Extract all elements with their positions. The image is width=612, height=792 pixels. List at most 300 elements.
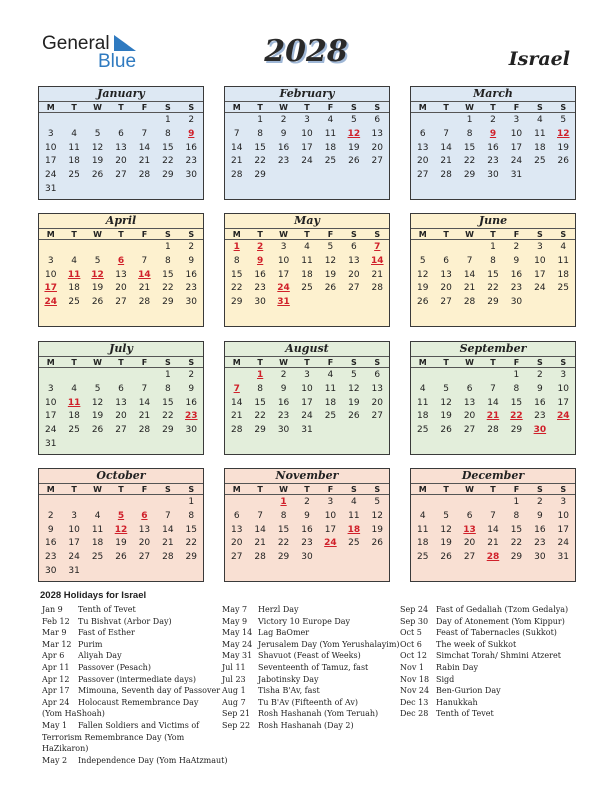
- weekday-label: S: [188, 230, 195, 239]
- weekday-label: S: [350, 485, 357, 494]
- day: 28: [230, 425, 243, 436]
- holiday-name: The week of Sukkot: [436, 639, 517, 649]
- day: 16: [254, 269, 266, 280]
- day: 3: [513, 115, 520, 125]
- day: 27: [463, 425, 476, 436]
- empty-day: [62, 114, 85, 128]
- holiday-entry: [222, 720, 398, 732]
- day: 28: [138, 170, 151, 181]
- holiday-entry: [400, 639, 576, 651]
- holiday-entry: [400, 674, 576, 686]
- holiday-day: 9: [188, 128, 195, 139]
- day: 16: [185, 397, 197, 408]
- month-june: [410, 213, 576, 327]
- day: 29: [487, 297, 499, 308]
- empty-day: [133, 369, 156, 383]
- day: 16: [510, 269, 523, 280]
- day: 26: [91, 170, 104, 181]
- holiday-day: 23: [185, 411, 198, 422]
- day: 23: [185, 283, 197, 294]
- weekday-label: W: [465, 103, 474, 112]
- month-title: July: [109, 342, 133, 355]
- brand-logo: [42, 33, 152, 73]
- day: 11: [68, 142, 80, 153]
- empty-day: [86, 241, 109, 255]
- day: 17: [301, 142, 313, 153]
- day: 8: [164, 255, 171, 266]
- day-grid: [411, 368, 575, 438]
- day: 11: [348, 510, 360, 521]
- day: 18: [324, 397, 337, 408]
- weekday-label: T: [71, 358, 77, 367]
- day: 25: [324, 411, 337, 422]
- day: 2: [304, 497, 310, 507]
- day: 17: [557, 524, 569, 535]
- day: 17: [277, 269, 290, 280]
- day: 21: [440, 156, 452, 167]
- day: 18: [68, 156, 80, 167]
- day: 6: [466, 510, 473, 521]
- weekday-label: F: [513, 230, 520, 239]
- holiday-date: Feb 12: [42, 616, 70, 626]
- day: 8: [513, 383, 520, 394]
- weekday-label: T: [118, 103, 124, 112]
- holiday-entry: [222, 674, 398, 686]
- day: 19: [440, 538, 452, 549]
- holiday-entry: [222, 627, 398, 639]
- day: 26: [348, 411, 360, 422]
- holiday-entry: [42, 604, 218, 616]
- weekday-label: T: [490, 358, 496, 367]
- weekday-label: S: [188, 103, 195, 112]
- day: 9: [536, 383, 543, 394]
- month-title: January: [97, 87, 145, 100]
- holiday-name: Mimouna, Seventh day of Passover: [78, 686, 221, 696]
- day: 21: [138, 156, 151, 167]
- holiday-name: Holocaust Remembrance Day (Yom HaShoah): [42, 697, 199, 719]
- day: 7: [141, 383, 148, 394]
- day: 22: [230, 283, 243, 294]
- empty-day: [411, 241, 434, 255]
- weekday-label: T: [257, 103, 263, 112]
- holiday-day: 17: [44, 283, 57, 294]
- holiday-day: 7: [374, 242, 381, 252]
- holiday-date: May 2: [42, 755, 68, 765]
- day: 16: [487, 142, 499, 153]
- day: 16: [534, 524, 546, 535]
- weekday-label: S: [536, 358, 543, 367]
- empty-day: [62, 496, 85, 510]
- day: 23: [277, 411, 290, 422]
- holiday-name: Tenth of Tevet: [436, 709, 494, 719]
- day: 11: [301, 255, 313, 266]
- day: 17: [534, 269, 546, 280]
- holiday-name: Tenth of Tevet: [78, 605, 136, 614]
- empty-day: [225, 496, 248, 510]
- day: 29: [510, 552, 523, 563]
- day: 23: [534, 411, 546, 422]
- day: 29: [162, 425, 174, 436]
- holiday-entry: [222, 639, 398, 651]
- holiday-entry: [222, 604, 398, 616]
- weekday-label: T: [71, 230, 77, 239]
- day: 30: [277, 425, 290, 436]
- holiday-entry: [400, 604, 576, 616]
- day: 24: [301, 156, 313, 167]
- day: 26: [557, 156, 569, 167]
- day: 15: [185, 524, 197, 535]
- holiday-name: Rabin Day: [436, 662, 479, 672]
- empty-day: [481, 496, 504, 510]
- holiday-day: 14: [138, 269, 151, 280]
- day: 23: [301, 538, 313, 549]
- day: 5: [350, 370, 357, 380]
- holiday-day: 18: [347, 524, 361, 535]
- holiday-name: Tu Bishvat (Arbor Day): [78, 616, 172, 626]
- day: 14: [138, 142, 151, 153]
- holiday-entry: [42, 616, 218, 628]
- day: 15: [510, 524, 523, 535]
- empty-day: [133, 114, 156, 128]
- day: 7: [141, 128, 148, 139]
- holiday-entry: [400, 616, 576, 628]
- holiday-day: 1: [280, 497, 287, 507]
- weekday-label: T: [490, 103, 496, 112]
- weekday-label: W: [93, 103, 102, 112]
- day: 22: [510, 538, 523, 549]
- holiday-date: Oct 5: [400, 628, 422, 638]
- empty-day: [62, 369, 85, 383]
- day: 1: [164, 115, 171, 125]
- day: 14: [230, 142, 243, 153]
- weekday-label: S: [374, 485, 381, 494]
- day: 1: [466, 115, 473, 125]
- day: 19: [440, 411, 452, 422]
- day: 23: [185, 156, 197, 167]
- empty-day: [133, 496, 156, 510]
- day: 11: [324, 383, 337, 394]
- day: 21: [463, 283, 476, 294]
- holiday-date: Apr 17: [42, 686, 70, 696]
- day: 31: [301, 425, 313, 436]
- holidays-title: 2028 Holidays for Israel: [40, 590, 147, 601]
- day: 31: [68, 565, 80, 576]
- day: 27: [138, 552, 151, 563]
- day: 9: [47, 524, 54, 535]
- day: 10: [557, 383, 569, 394]
- day: 16: [44, 538, 57, 549]
- holiday-entry: [42, 662, 218, 674]
- holiday-entry: [42, 697, 218, 720]
- day: 5: [374, 497, 381, 507]
- day: 21: [138, 411, 151, 422]
- day: 13: [138, 524, 151, 535]
- holiday-day: 11: [67, 269, 81, 280]
- day: 25: [68, 170, 80, 181]
- day: 12: [91, 142, 104, 153]
- weekday-header: [39, 483, 203, 495]
- day: 10: [534, 255, 546, 266]
- day: 17: [44, 411, 57, 422]
- day: 1: [164, 370, 171, 380]
- day: 9: [536, 510, 543, 521]
- day: 27: [115, 297, 127, 308]
- holiday-name: Fallen Soldiers and Victims of Terrorism Remembrance Day (Yom HaZikaron): [42, 720, 200, 754]
- day: 16: [185, 142, 197, 153]
- day: 17: [301, 397, 313, 408]
- day: 23: [254, 283, 266, 294]
- day: 14: [487, 397, 499, 408]
- day: 30: [510, 297, 523, 308]
- day: 10: [301, 383, 313, 394]
- day: 20: [230, 538, 243, 549]
- weekday-label: M: [418, 103, 427, 112]
- weekday-label: T: [304, 230, 310, 239]
- holiday-day: 31: [277, 297, 290, 308]
- weekday-label: T: [304, 485, 310, 494]
- day: 25: [91, 552, 104, 563]
- day: 9: [304, 510, 310, 521]
- holiday-name: Passover (intermediate days): [78, 674, 196, 684]
- calendar-year: 2028: [264, 34, 348, 69]
- holiday-day: 12: [347, 128, 361, 139]
- day: 15: [487, 269, 499, 280]
- day: 13: [463, 397, 476, 408]
- month-title: May: [294, 214, 320, 227]
- weekday-label: M: [232, 103, 241, 112]
- holiday-day: 6: [117, 255, 125, 266]
- day: 16: [301, 524, 313, 535]
- holiday-date: May 14: [222, 628, 253, 638]
- day: 2: [188, 115, 195, 125]
- weekday-label: T: [490, 485, 496, 494]
- day: 12: [324, 255, 337, 266]
- day: 1: [188, 497, 195, 507]
- holidays-column-1: [42, 604, 228, 766]
- day: 6: [374, 370, 381, 380]
- empty-day: [434, 496, 457, 510]
- weekday-header: [225, 228, 389, 240]
- day: 18: [534, 142, 546, 153]
- day: 10: [44, 397, 57, 408]
- day: 26: [371, 538, 383, 549]
- day: 28: [138, 297, 151, 308]
- month-march: [410, 86, 576, 200]
- day: 27: [115, 170, 127, 181]
- day: 3: [327, 497, 334, 507]
- holiday-date: May 7: [222, 605, 248, 614]
- holiday-name: Rosh Hashanah (Yom Teruah): [258, 709, 379, 719]
- day-grid: [411, 113, 575, 183]
- day: 17: [68, 538, 80, 549]
- day: 29: [254, 425, 266, 436]
- day: 27: [371, 156, 383, 167]
- weekday-label: S: [560, 358, 567, 367]
- holiday-name: Fast of Esther: [78, 628, 135, 638]
- day: 26: [348, 156, 360, 167]
- day: 4: [327, 370, 334, 380]
- holiday-day: 7: [233, 383, 240, 394]
- day: 3: [47, 383, 54, 394]
- day: 23: [44, 552, 57, 563]
- day: 29: [162, 297, 174, 308]
- day: 25: [68, 297, 80, 308]
- day: 29: [185, 552, 197, 563]
- day: 6: [374, 115, 381, 125]
- empty-day: [39, 114, 62, 128]
- holiday-date: Jul 11: [222, 662, 246, 672]
- weekday-header: [225, 483, 389, 495]
- day: 8: [164, 383, 171, 394]
- holiday-entry: [222, 662, 398, 674]
- day: 25: [324, 156, 337, 167]
- weekday-label: W: [465, 485, 474, 494]
- day: 30: [44, 565, 57, 576]
- day: 20: [115, 283, 127, 294]
- holiday-entry: [222, 685, 398, 697]
- holidays-column-3: [400, 604, 576, 720]
- day: 13: [348, 255, 360, 266]
- weekday-label: S: [350, 358, 357, 367]
- holiday-name: Fast of Gedaliah (Tzom Gedalya): [436, 605, 569, 614]
- day: 24: [510, 156, 523, 167]
- day: 25: [68, 425, 80, 436]
- day: 21: [162, 538, 174, 549]
- holiday-entry: [222, 650, 398, 662]
- day: 3: [560, 370, 567, 380]
- weekday-label: W: [93, 230, 102, 239]
- holiday-day: 12: [91, 269, 104, 280]
- day: 5: [443, 510, 449, 521]
- day: 22: [254, 411, 266, 422]
- empty-day: [434, 241, 457, 255]
- empty-day: [109, 369, 132, 383]
- weekday-label: T: [443, 103, 449, 112]
- holiday-day: 9: [257, 255, 264, 266]
- day: 10: [44, 269, 57, 280]
- day: 14: [230, 397, 243, 408]
- day: 2: [536, 497, 543, 507]
- day-grid: [39, 495, 203, 579]
- holiday-day: 24: [557, 411, 570, 422]
- weekday-label: S: [164, 358, 171, 367]
- holiday-name: Purim: [78, 639, 103, 649]
- weekday-label: W: [93, 358, 102, 367]
- day-grid: [39, 368, 203, 452]
- day: 7: [233, 128, 240, 139]
- holiday-entry: [42, 639, 218, 651]
- holiday-date: Sep 24: [400, 605, 429, 614]
- empty-day: [458, 496, 481, 510]
- holiday-entry: [222, 616, 398, 628]
- day: 31: [44, 438, 57, 449]
- weekday-label: M: [46, 358, 55, 367]
- day-grid: [39, 240, 203, 310]
- empty-day: [86, 496, 109, 510]
- day: 5: [94, 383, 101, 394]
- day: 24: [44, 170, 57, 181]
- holiday-date: Mar 9: [42, 628, 67, 638]
- holiday-name: Day of Atonement (Yom Kippur): [436, 616, 565, 626]
- month-title: November: [275, 469, 339, 482]
- day: 27: [416, 170, 429, 181]
- day: 7: [164, 510, 171, 521]
- weekday-label: T: [257, 230, 263, 239]
- weekday-header: [39, 228, 203, 240]
- day: 2: [280, 115, 287, 125]
- empty-day: [156, 496, 179, 510]
- day: 21: [487, 538, 499, 549]
- empty-day: [109, 496, 132, 510]
- day: 1: [164, 242, 171, 252]
- day: 19: [324, 269, 337, 280]
- day: 24: [557, 538, 569, 549]
- day: 18: [91, 538, 104, 549]
- day: 2: [47, 510, 54, 521]
- holiday-date: Apr 24: [42, 697, 70, 707]
- day: 25: [301, 283, 313, 294]
- day: 1: [490, 242, 496, 252]
- day: 16: [277, 397, 290, 408]
- day: 3: [280, 242, 287, 252]
- holiday-entry: [42, 685, 221, 697]
- month-title: October: [96, 469, 146, 482]
- day: 21: [138, 283, 151, 294]
- month-august: [224, 341, 390, 455]
- day: 20: [440, 283, 452, 294]
- day: 4: [536, 115, 543, 125]
- weekday-label: T: [71, 485, 77, 494]
- holiday-name: Shavuot (Feast of Weeks): [258, 651, 361, 661]
- holiday-name: Herzl Day: [258, 605, 299, 614]
- weekday-label: M: [232, 230, 241, 239]
- day: 2: [188, 370, 195, 380]
- day: 19: [91, 156, 104, 167]
- calendar-country: Israel: [508, 48, 570, 70]
- weekday-label: T: [118, 230, 124, 239]
- empty-day: [109, 114, 132, 128]
- day: 8: [513, 510, 520, 521]
- day: 3: [47, 128, 54, 139]
- day: 9: [280, 383, 287, 394]
- day: 29: [230, 297, 243, 308]
- day-grid: [225, 495, 389, 565]
- empty-day: [434, 114, 457, 128]
- day: 15: [254, 397, 266, 408]
- day: 4: [560, 242, 567, 252]
- day: 20: [371, 142, 383, 153]
- holiday-name: Seventeenth of Tamuz, fast: [258, 662, 369, 672]
- weekday-header: [39, 101, 203, 113]
- weekday-label: S: [536, 230, 543, 239]
- month-title: March: [473, 87, 513, 100]
- holiday-entry: [42, 650, 218, 662]
- holiday-name: Simchat Torah/ Shmini Atzeret: [436, 651, 561, 661]
- month-title: February: [279, 87, 335, 100]
- day: 29: [510, 425, 523, 436]
- day: 28: [162, 552, 174, 563]
- day: 30: [185, 425, 197, 436]
- day: 27: [348, 283, 360, 294]
- day: 30: [487, 170, 499, 181]
- day: 12: [416, 269, 429, 280]
- day: 20: [416, 156, 429, 167]
- day: 20: [115, 156, 127, 167]
- day: 26: [324, 283, 337, 294]
- day: 7: [490, 383, 496, 394]
- weekday-header: [39, 356, 203, 368]
- weekday-header: [225, 356, 389, 368]
